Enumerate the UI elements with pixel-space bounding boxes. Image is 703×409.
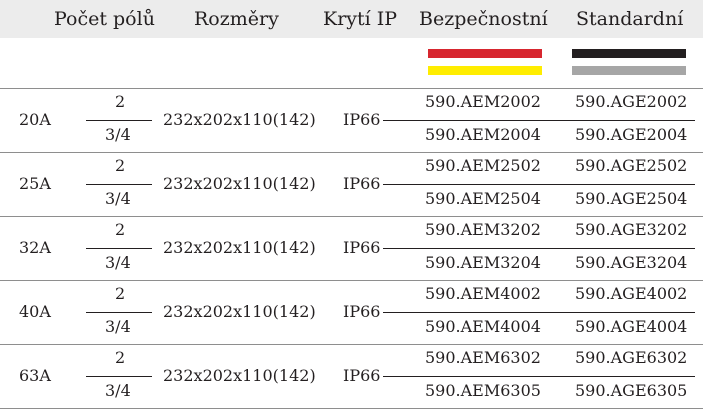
standard-code-a: 590.AGE4002 bbox=[575, 284, 688, 303]
table-row bbox=[0, 152, 703, 216]
table-row bbox=[0, 344, 703, 408]
code-divider-line bbox=[421, 184, 695, 185]
safety-red-swatch bbox=[428, 49, 542, 58]
standard-code-a: 590.AGE2002 bbox=[575, 92, 688, 111]
standard-black-swatch bbox=[572, 49, 686, 58]
code-divider-line bbox=[421, 120, 695, 121]
header-poles: Počet pólů bbox=[54, 8, 155, 30]
pole-divider-line bbox=[86, 248, 152, 249]
standard-code-a: 590.AGE2502 bbox=[575, 156, 688, 175]
ip-cell: IP66 bbox=[343, 302, 381, 321]
header-safety: Bezpečnostní bbox=[419, 8, 548, 30]
standard-code-a: 590.AGE3202 bbox=[575, 220, 688, 239]
standard-code-a: 590.AGE6302 bbox=[575, 348, 688, 367]
standard-code-b: 590.AGE4004 bbox=[575, 317, 688, 336]
standard-code-b: 590.AGE2504 bbox=[575, 189, 688, 208]
safety-code-a: 590.AEM2002 bbox=[425, 92, 541, 111]
pole-divider-line bbox=[86, 312, 152, 313]
code-divider-line bbox=[421, 376, 695, 377]
ip-connector-line bbox=[383, 120, 421, 121]
pole-2-cell: 2 bbox=[115, 284, 126, 303]
code-divider-line bbox=[421, 312, 695, 313]
safety-code-a: 590.AEM4002 bbox=[425, 284, 541, 303]
dimensions-cell: 232x202x110(142) bbox=[163, 366, 316, 385]
ip-cell: IP66 bbox=[343, 238, 381, 257]
current-cell: 32A bbox=[19, 238, 51, 257]
pole-34-cell: 3/4 bbox=[105, 253, 131, 272]
standard-gray-swatch bbox=[572, 66, 686, 75]
safety-code-b: 590.AEM4004 bbox=[425, 317, 541, 336]
ip-connector-line bbox=[383, 184, 421, 185]
pole-2-cell: 2 bbox=[115, 220, 126, 239]
pole-34-cell: 3/4 bbox=[105, 189, 131, 208]
pole-2-cell: 2 bbox=[115, 92, 126, 111]
current-cell: 40A bbox=[19, 302, 51, 321]
table-row bbox=[0, 280, 703, 344]
standard-code-b: 590.AGE6305 bbox=[575, 381, 688, 400]
table-row bbox=[0, 88, 703, 152]
pole-divider-line bbox=[86, 184, 152, 185]
dimensions-cell: 232x202x110(142) bbox=[163, 110, 316, 129]
standard-code-b: 590.AGE3204 bbox=[575, 253, 688, 272]
ip-cell: IP66 bbox=[343, 110, 381, 129]
table-row bbox=[0, 216, 703, 280]
safety-code-a: 590.AEM2502 bbox=[425, 156, 541, 175]
current-cell: 20A bbox=[19, 110, 51, 129]
safety-yellow-swatch bbox=[428, 66, 542, 75]
safety-code-a: 590.AEM6302 bbox=[425, 348, 541, 367]
header-standard: Standardní bbox=[576, 8, 684, 30]
dimensions-cell: 232x202x110(142) bbox=[163, 238, 316, 257]
ip-connector-line bbox=[383, 248, 421, 249]
ip-cell: IP66 bbox=[343, 174, 381, 193]
dimensions-cell: 232x202x110(142) bbox=[163, 302, 316, 321]
ip-connector-line bbox=[383, 312, 421, 313]
pole-34-cell: 3/4 bbox=[105, 381, 131, 400]
dimensions-cell: 232x202x110(142) bbox=[163, 174, 316, 193]
pole-34-cell: 3/4 bbox=[105, 125, 131, 144]
ip-connector-line bbox=[383, 376, 421, 377]
pole-2-cell: 2 bbox=[115, 348, 126, 367]
header-dimensions: Rozměry bbox=[194, 8, 279, 30]
standard-code-b: 590.AGE2004 bbox=[575, 125, 688, 144]
ip-cell: IP66 bbox=[343, 366, 381, 385]
current-cell: 25A bbox=[19, 174, 51, 193]
safety-code-b: 590.AEM2504 bbox=[425, 189, 541, 208]
safety-code-b: 590.AEM3204 bbox=[425, 253, 541, 272]
safety-code-a: 590.AEM3202 bbox=[425, 220, 541, 239]
pole-divider-line bbox=[86, 376, 152, 377]
pole-2-cell: 2 bbox=[115, 156, 126, 175]
code-divider-line bbox=[421, 248, 695, 249]
safety-code-b: 590.AEM2004 bbox=[425, 125, 541, 144]
header-ip: Krytí IP bbox=[323, 8, 398, 30]
safety-code-b: 590.AEM6305 bbox=[425, 381, 541, 400]
table-header bbox=[0, 0, 703, 38]
pole-divider-line bbox=[86, 120, 152, 121]
current-cell: 63A bbox=[19, 366, 51, 385]
pole-34-cell: 3/4 bbox=[105, 317, 131, 336]
